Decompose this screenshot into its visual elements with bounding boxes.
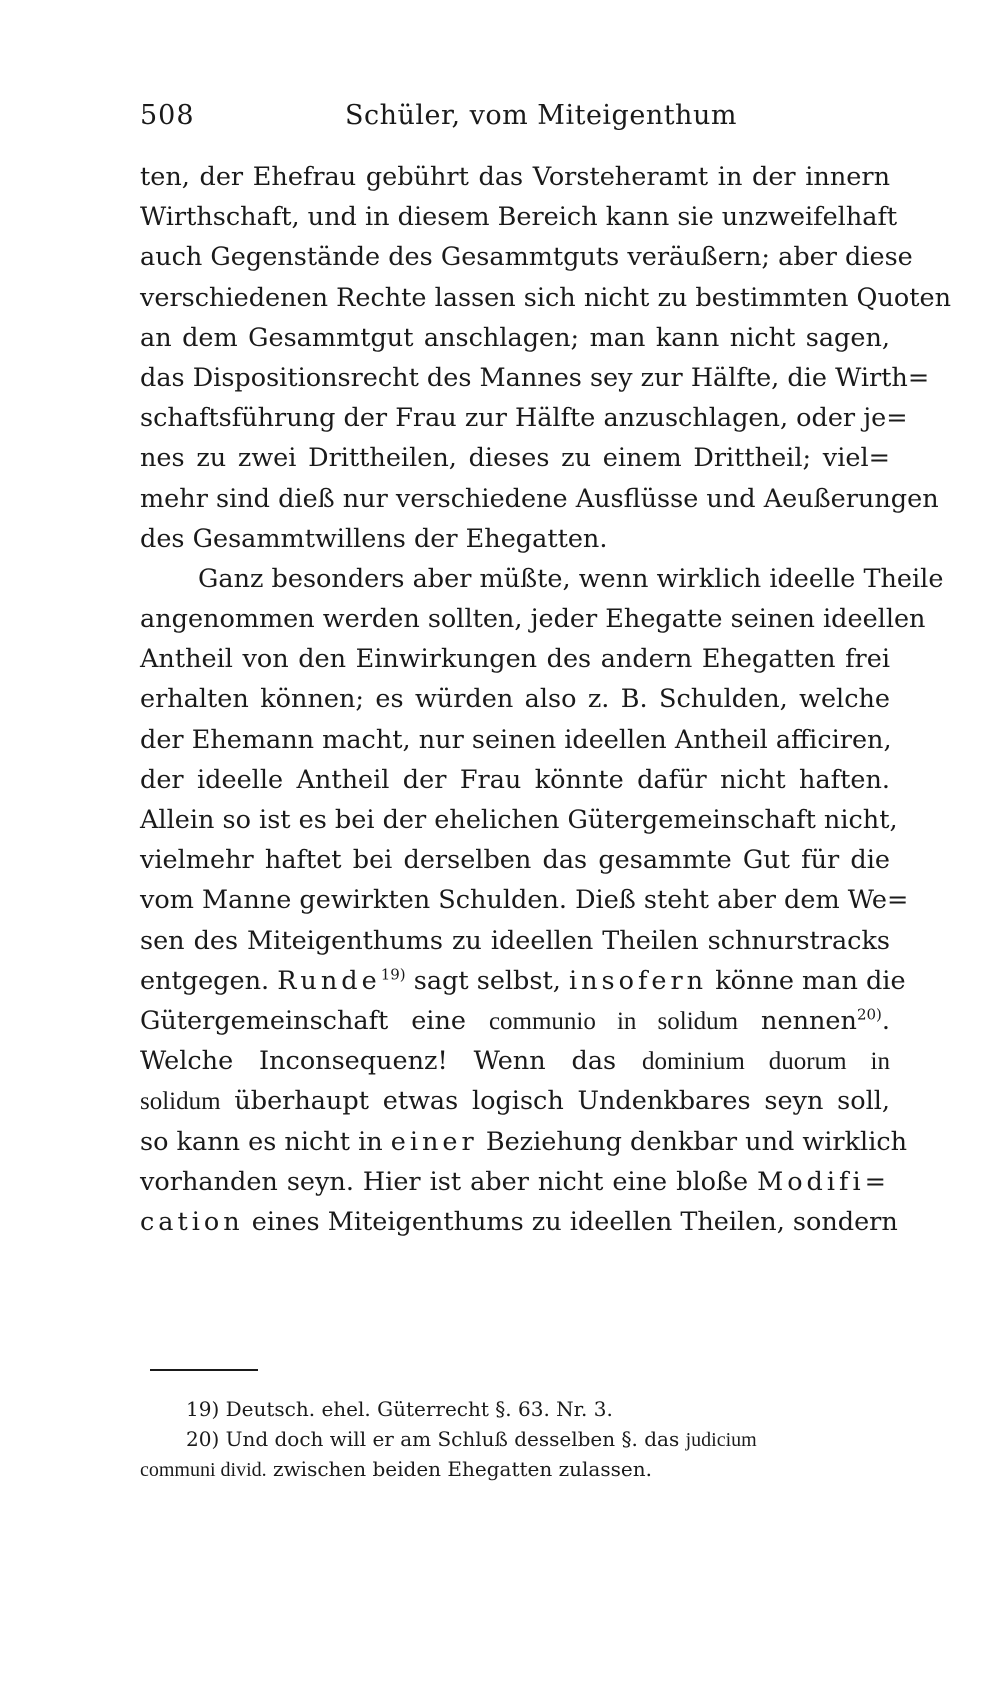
- footnote-19: 19) Deutsch. ehel. Güterrecht §. 63. Nr. 3.: [186, 1397, 613, 1421]
- text-line: das Dispositionsrecht des Mannes sey zur Hälfte, die Wirth=: [140, 362, 930, 393]
- spaced-word: einer: [390, 1126, 478, 1157]
- text-line: Wirthschaft, und in diesem Bereich kann sie unzweifelhaft: [140, 202, 898, 233]
- line-segment: entgegen.: [140, 965, 278, 996]
- footnote-20-continued: [140, 1454, 890, 1484]
- line-segment: vorhanden seyn. Hier ist aber nicht eine bloße: [140, 1166, 758, 1197]
- line-segment: eines Miteigenthums zu ideellen Theilen, sondern: [243, 1206, 898, 1237]
- spaced-word: cation: [140, 1206, 244, 1237]
- text-line: angenommen werden sollten, jeder Ehegatte seinen ideellen: [140, 604, 926, 635]
- line-segment: Beziehung denkbar und wirklich: [477, 1126, 908, 1157]
- spaced-word: insofern: [568, 965, 708, 996]
- line-segment: so kann es nicht in: [140, 1126, 391, 1157]
- body-text: [140, 157, 951, 1242]
- text-line: [140, 961, 906, 1001]
- line-segment: sagt selbst,: [405, 965, 569, 996]
- text-line: ten, der Ehefrau gebührt das Vorsteheramt in der innern: [140, 162, 890, 192]
- footnote-20: [140, 1424, 890, 1454]
- line-segment: überhaupt etwas logisch Undenkbares seyn soll,: [220, 1086, 890, 1117]
- page-number: 508: [140, 100, 195, 131]
- text-line: vielmehr haftet bei derselben das gesammte Gut für die: [140, 845, 890, 876]
- spaced-name: Runde: [277, 965, 381, 996]
- text-line: Ganz besonders aber müßte, wenn wirklich ideelle Theile: [198, 563, 944, 594]
- line-segment: könne man die: [707, 965, 906, 996]
- text-line: verschiedenen Rechte lassen sich nicht zu bestimmten Quoten: [140, 282, 951, 313]
- text-line: Antheil von den Einwirkungen des andern Ehegatten frei: [140, 644, 890, 675]
- line-segment: nennen: [738, 1005, 857, 1036]
- footnote-ref: 19): [380, 965, 406, 984]
- text-line: [140, 1081, 890, 1121]
- latin-phrase: solidum: [140, 1088, 221, 1116]
- text-line: schaftsführung der Frau zur Hälfte anzuschlagen, oder je=: [140, 403, 908, 434]
- text-line: vom Manne gewirkten Schulden. Dieß steht aber dem We=: [140, 885, 909, 916]
- text-line: auch Gegenstände des Gesammtguts veräußern; aber diese: [140, 242, 913, 273]
- footnote-ref: 20): [856, 1005, 882, 1024]
- text-line: [140, 1041, 890, 1081]
- footnote-rule: [150, 1369, 258, 1371]
- text-line: mehr sind dieß nur verschiedene Ausflüsse und Aeußerungen: [140, 483, 939, 514]
- line-segment: Welche Inconsequenz! Wenn das: [140, 1046, 642, 1077]
- line-segment: Gütergemeinschaft eine: [140, 1005, 489, 1036]
- latin-phrase: communio in solidum: [488, 1007, 739, 1035]
- latin-phrase: judicium: [685, 1429, 757, 1451]
- running-head: Schüler, vom Miteigenthum: [345, 100, 737, 131]
- text-line: der ideelle Antheil der Frau könnte dafür nicht haften.: [140, 764, 890, 795]
- latin-phrase: communi divid.: [140, 1459, 267, 1481]
- text-line: [140, 1202, 898, 1242]
- text-line: [140, 1122, 908, 1162]
- text-line: Allein so ist es bei der ehelichen Gütergemeinschaft nicht,: [140, 805, 898, 835]
- text-line: [140, 1162, 890, 1202]
- text-line: [140, 1001, 890, 1041]
- text-line: des Gesammtwillens der Ehegatten.: [140, 523, 608, 554]
- footnotes: [140, 1394, 890, 1484]
- text-line: an dem Gesammtgut anschlagen; man kann nicht sagen,: [140, 322, 890, 353]
- text-line: sen des Miteigenthums zu ideellen Theilen schnurstracks: [140, 925, 890, 956]
- line-segment: .: [881, 1005, 890, 1036]
- text-line: der Ehemann macht, nur seinen ideellen Antheil afficiren,: [140, 724, 892, 755]
- text-line: erhalten können; es würden also z. B. Schulden, welche: [140, 684, 890, 715]
- latin-phrase: dominium duorum in: [641, 1048, 890, 1076]
- footnote-segment: zwischen beiden Ehegatten zulassen.: [266, 1457, 652, 1481]
- text-line: nes zu zwei Drittheilen, dieses zu einem Drittheil; viel=: [140, 443, 890, 474]
- spaced-word: Modifi=: [757, 1166, 890, 1197]
- footnote-segment: 20) Und doch will er am Schluß desselben §. das: [186, 1427, 686, 1451]
- page-header: [140, 96, 890, 136]
